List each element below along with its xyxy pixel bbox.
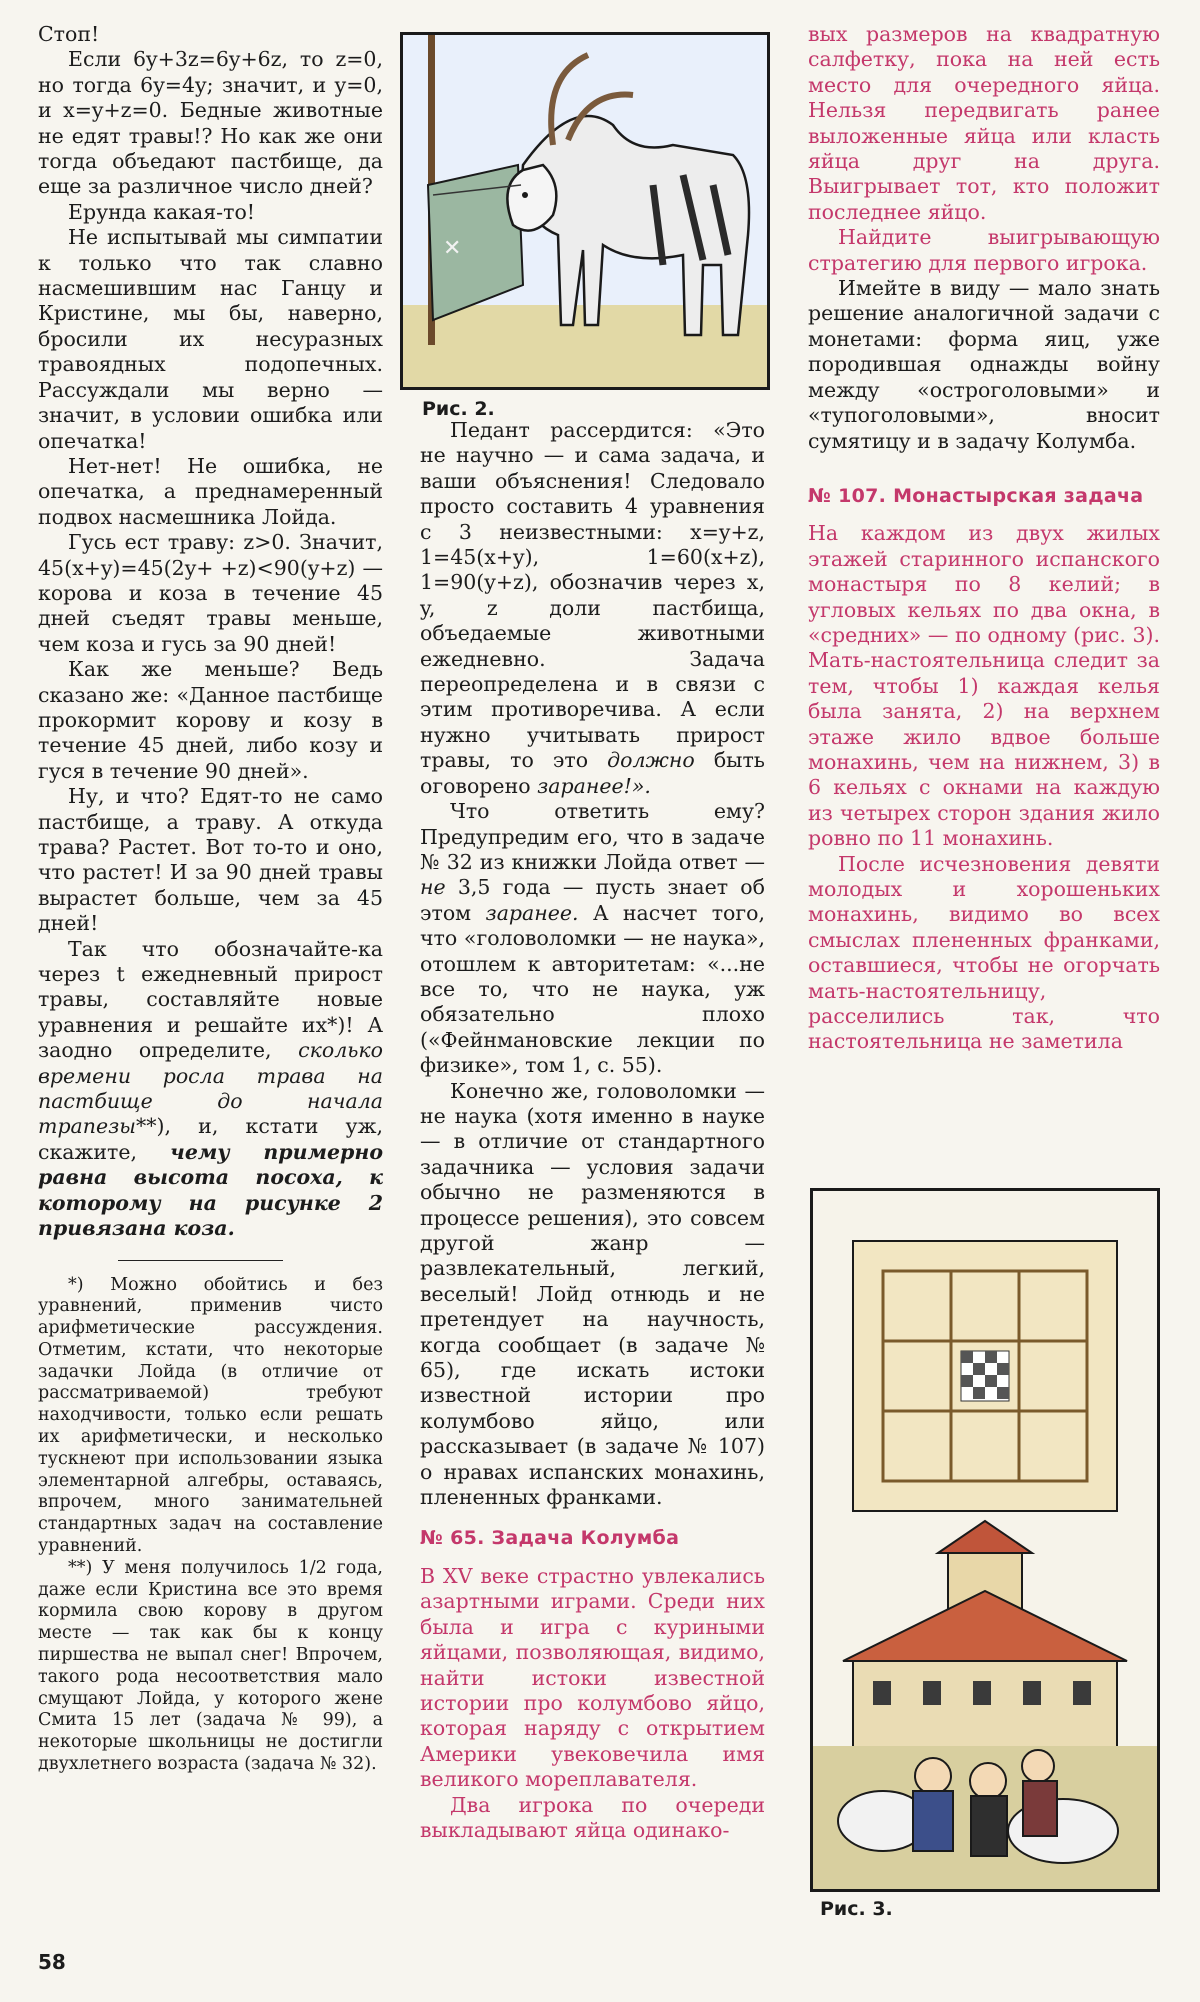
italic-run: не [420, 875, 446, 900]
page-number: 58 [38, 1950, 66, 1974]
text-run: 3,5 года — пусть знает об этом [420, 875, 765, 925]
problem-65-heading: № 65. Задача Колумба [420, 1527, 680, 1550]
footnote: **) У меня получилось 1/2 года, даже если Кристина все это время кормила свою корову в другом месте — так как бы к концу пиршества не выпал снег! Впрочем, такого рода несоответствия мало смущают Лойда, у которого жене Смита 15 лет (задача № 99), а некоторые школьницы не достигли двухлетнего возраста (задача № 32). [38, 1557, 383, 1775]
paragraph: Ну, и что? Едят-то не само пастбище, а траву. А откуда трава? Растет. Вот то-то и оно, что растет! И за 90 дней травы вырастет больше, чем за 45 дней! [38, 784, 383, 936]
italic-run: чему примерно равна высота посоха, к которому на рисунке 2 привязана коза. [38, 1139, 383, 1241]
figure-2-goat [400, 32, 770, 390]
text-run: Педант рассердится: «Это не научно — и сама задача, и ваши объяснения! Следовало просто составить 4 уравнения с 3 неизвестными: x=y+z, 1=45(x+y), 1=60(x+z), 1=90(y+z), обозначив через x, y, z доли пастбища, объедаемые животными ежедневно. Задача переопределена и в связи с этим противоречива. А если нужно учитывать прирост травы, то это [420, 418, 765, 773]
paragraph: Два игрока по очереди выкладывают яйца одинако- [420, 1792, 765, 1842]
paragraph: Гусь ест траву: z>0. Значит, 45(x+y)=45(2y+ +z)<90(y+z) — корова и коза в течение 45 дней съедят травы меньше, чем коза и гусь за 90 дней! [38, 530, 383, 656]
column-left [38, 22, 383, 1776]
svg-text:✕: ✕ [443, 236, 462, 261]
paragraph: Стоп! [38, 22, 100, 46]
paragraph: В XV веке страстно увлекались азартными играми. Среди них была и игра с куриными яйцами, позволяющая, видимо, найти истоки известной истории про колумбово яйцо, которая наряду с открытием Америки увековечила имя великого мореплавателя. [420, 1563, 765, 1792]
italic-run: заранее. [485, 900, 579, 925]
monastery-illustration [813, 1191, 1157, 1889]
paragraph: На каждом из двух жилых этажей старинного испанского монастыря по 8 келий; в угловых кельях по два окна, в «средних» — по одному (рис. 3). Мать-настоятельница следит за тем, чтобы 1) каждая келья была занята, 2) на верхнем этаже жило вдвое больше монахинь, чем на нижнем, 3) в 6 кельях с окнами на каждую из четырех сторон здания жило ровно по 11 монахинь. [808, 521, 1160, 851]
footnote-divider [118, 1260, 283, 1261]
paragraph: Ерунда какая-то! [68, 199, 256, 224]
footnote: *) Можно обойтись и без уравнений, применив чисто арифметические рассуждения. Отметим, кстати, что некоторые задачки Лойда (в отличие от рассматриваемой) требуют находчивости, только если решать их арифметически, и несколько тускнеют при использовании языка элементарной алгебры, оставаясь, впрочем, много занимательней стандартных задач на составление уравнений. [38, 1274, 383, 1557]
column-middle [420, 418, 765, 1843]
checker-center [961, 1351, 1009, 1401]
column-right [808, 22, 1160, 1055]
italic-run: заранее!». [537, 773, 651, 798]
italic-run: должно [607, 748, 695, 773]
paragraph: После исчезновения девяти молодых и хорошеньких монахинь, видимо во всех смыслах плененных франками, оставшиеся, чтобы не огорчать мать-настоятельницу, расселились так, что настоятельница не заметила [808, 851, 1160, 1054]
problem-107-heading: № 107. Монастырская задача [808, 484, 1144, 507]
paragraph: Не испытывай мы симпатии к только что так славно насмешившим нас Ганцу и Кристине, мы бы, наверно, бросили их несуразных травоядных подопечных. Рассуждали мы верно — значит, в условии ошибка или опечатка! [38, 225, 383, 453]
paragraph: Если 6y+3z=6y+6z, то z=0, но тогда 6y=4y; значит, и y=0, и x=y+z=0. Бедные животные не едят травы!? Но как же они тогда объедают пастбище, да еще за различное число дней? [38, 47, 383, 199]
figure-3-monastery [810, 1188, 1160, 1892]
figure-2-caption: Рис. 2. [422, 398, 495, 420]
paragraph [38, 937, 383, 1242]
text-run: А насчет того, что «головоломки — не наука», отошлем к авторитетам: «...не все то, что не наука, уж обязательно плохо («Фейнмановские лекции по физике», том 1, с. 55). [420, 900, 765, 1078]
goat-illustration [403, 35, 767, 387]
figure-3-caption: Рис. 3. [820, 1898, 893, 1920]
text-run: **), и, кстати уж, скажите, [38, 1114, 383, 1164]
paragraph: Конечно же, головоломки — не наука (хотя именно в науке — в отличие от стандартного задачника — условия задачи обычно не разменяются в процессе решения), это совсем другой жанр — развлекательный, легкий, веселый! Лойд отнюдь и не претендует на научность, когда сообщает (в задаче № 65), где искать истоки известной истории про колумбово яйцо, или рассказывает (в задаче № 107) о нравах испанских монахинь, плененных франками. [420, 1078, 765, 1510]
italic-run: сколько времени росла трава на пастбище до начала трапезы [38, 1038, 383, 1139]
text-run: Так что обозначайте-ка через t ежедневный прирост травы, составляйте новые уравнения и решайте их*)! А заодно определите, [38, 936, 383, 1063]
paragraph [420, 418, 765, 799]
paragraph [420, 799, 765, 1078]
paragraph: Нет-нет! Не ошибка, не опечатка, а преднамеренный подвох насмешника Лойда. [38, 453, 383, 529]
text-run: быть оговорено [420, 748, 765, 798]
text-run: Что ответить ему? Предупредим его, что в задаче № 32 из книжки Лойда ответ — [420, 799, 765, 874]
footnotes [38, 1275, 383, 1776]
paragraph: Найдите выигрывающую стратегию для первого игрока. [808, 225, 1160, 275]
paragraph: Имейте в виду — мало знать решение аналогичной задачи с монетами: форма яиц, уже породившая однажды войну между «остроголовыми» и «тупоголовыми», вносит сумятицу и в задачу Колумба. [808, 276, 1160, 453]
paragraph: вых размеров на квадратную салфетку, пока на ней есть место для очередного яйца. Нельзя передвигать ранее выложенные яйца или класть яйца друг на друга. Выигрывает тот, кто положит последнее яйцо. [808, 22, 1160, 224]
paragraph: Как же меньше? Ведь сказано же: «Данное пастбище прокормит корову и козу в течение 45 дней, либо козу и гуся в течение 90 дней». [38, 657, 383, 783]
